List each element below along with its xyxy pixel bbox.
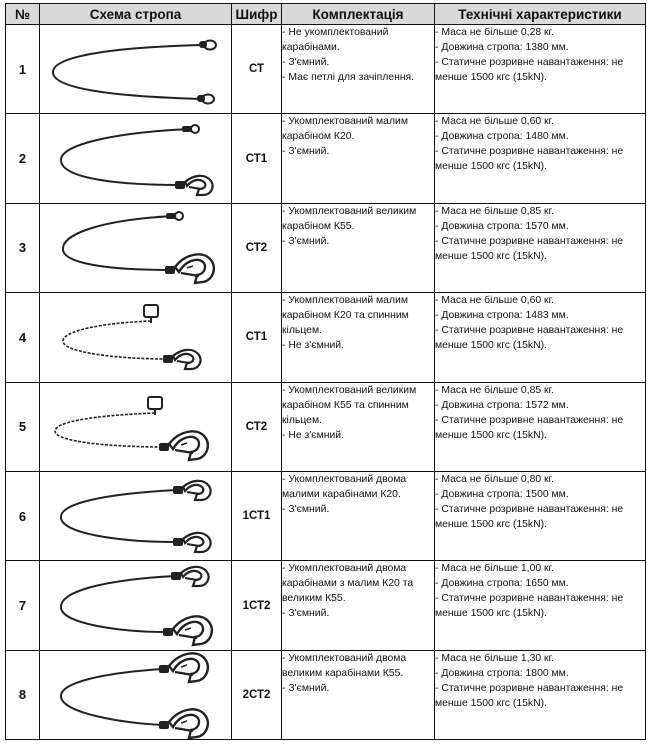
table-body — [6, 25, 646, 740]
spec-line: - Довжина стропа: 1380 мм. — [435, 42, 569, 53]
lanyard-drawing — [41, 472, 231, 560]
spec-line: - Статичне розривне навантаження: не менше 1500 кгс (15kN). — [435, 235, 624, 262]
lanyard-drawing — [41, 651, 231, 739]
spec-line: - Статичне розривне навантаження: не менше 1500 кгс (15kN). — [435, 682, 624, 709]
header-number: № — [6, 4, 40, 25]
row-code: 2СТ2 — [232, 650, 282, 739]
table-row — [6, 203, 646, 292]
row-specs — [435, 293, 646, 382]
lanyard-diagram — [40, 203, 232, 292]
row-code: СТ2 — [232, 382, 282, 471]
kit-line: - З'ємний. — [282, 608, 330, 620]
spec-line: - Статичне розривне навантаження: не менше 1500 кгс (15kN). — [435, 593, 624, 620]
row-number: 7 — [6, 561, 40, 650]
row-number: 4 — [6, 293, 40, 382]
table-row — [6, 561, 646, 650]
row-specs — [435, 561, 646, 650]
kit-line: - Має петлі для зачіплення. — [282, 72, 415, 83]
lanyard-drawing — [41, 562, 231, 650]
row-kit — [282, 471, 435, 560]
lanyard-diagram — [40, 650, 232, 739]
row-specs — [435, 114, 646, 203]
header-specs: Технічні характеристики — [435, 4, 646, 25]
row-kit — [282, 650, 435, 739]
row-number: 5 — [6, 382, 40, 471]
lanyard-diagram — [40, 561, 232, 650]
lanyard-drawing — [41, 25, 231, 113]
spec-line: - Довжина стропа: 1800 мм. — [435, 667, 569, 679]
table-row — [6, 25, 646, 114]
kit-line: - Укомплектований двома малими карабінами К20. — [282, 473, 407, 500]
row-number: 1 — [6, 25, 40, 114]
header-row — [6, 4, 646, 25]
row-number: 6 — [6, 471, 40, 560]
row-number: 2 — [6, 114, 40, 203]
row-code: 1СТ1 — [232, 471, 282, 560]
lanyard-drawing — [41, 293, 231, 381]
spec-line: - Маса не більше 0,60 кг. — [435, 116, 554, 128]
kit-line: - З'ємний. — [282, 235, 330, 247]
kit-line: - Не укомплектований карабінами. — [282, 27, 389, 53]
row-code: СТ1 — [232, 293, 282, 382]
spec-line: - Маса не більше 1,30 кг. — [435, 652, 554, 664]
row-code: СТ2 — [232, 203, 282, 292]
lanyard-drawing — [41, 383, 231, 471]
row-kit — [282, 25, 435, 114]
table-row — [6, 382, 646, 471]
row-kit — [282, 203, 435, 292]
row-code: СТ — [232, 25, 282, 114]
row-kit — [282, 293, 435, 382]
kit-line: - З'ємний. — [282, 57, 330, 68]
row-kit — [282, 382, 435, 471]
lanyard-diagram — [40, 382, 232, 471]
row-specs — [435, 471, 646, 560]
lanyard-spec-table — [5, 3, 646, 740]
kit-line: - Укомплектований великим карабіном К55 та спинним кільцем. — [282, 384, 417, 426]
table-row — [6, 114, 646, 203]
kit-line: - Укомплектований двома карабінами з малим К20 та великим К55. — [282, 563, 414, 605]
table-row — [6, 650, 646, 739]
row-kit — [282, 561, 435, 650]
kit-line: - Укомплектований великим карабіном К55. — [282, 205, 417, 232]
kit-line: - З'ємний. — [282, 503, 330, 515]
spec-line: - Довжина стропа: 1480 мм. — [435, 131, 569, 143]
row-specs — [435, 203, 646, 292]
lanyard-diagram — [40, 25, 232, 114]
spec-line: - Маса не більше 1,00 кг. — [435, 563, 554, 575]
spec-line: - Маса не більше 0,85 кг. — [435, 384, 554, 396]
lanyard-drawing — [41, 204, 231, 292]
kit-line: - З'ємний. — [282, 146, 330, 158]
row-specs — [435, 650, 646, 739]
spec-line: - Статичне розривне навантаження: не менше 1500 кгс (15kN). — [435, 414, 624, 441]
header-scheme: Схема стропа — [40, 4, 232, 25]
spec-line: - Довжина стропа: 1650 мм. — [435, 578, 569, 590]
spec-line: - Довжина стропа: 1500 мм. — [435, 488, 569, 500]
row-specs — [435, 25, 646, 114]
kit-line: - Укомплектований двома великим карабінами К55. — [282, 652, 407, 679]
spec-line: - Маса не більше 0,60 кг. — [435, 295, 554, 307]
lanyard-diagram — [40, 471, 232, 560]
spec-line: - Маса не більше 0,80 кг. — [435, 473, 554, 485]
table-row — [6, 471, 646, 560]
spec-line: - Довжина стропа: 1570 мм. — [435, 220, 569, 232]
row-code: СТ1 — [232, 114, 282, 203]
header-kit: Комплектація — [282, 4, 435, 25]
kit-line: - З'ємний. — [282, 682, 330, 694]
row-number: 3 — [6, 203, 40, 292]
lanyard-diagram — [40, 293, 232, 382]
spec-line: - Маса не більше 0,85 кг. — [435, 205, 554, 217]
spec-line: - Маса не більше 0,28 кг. — [435, 27, 554, 38]
spec-line: - Статичне розривне навантаження: не менше 1500 кгс (15kN). — [435, 146, 624, 173]
header-code: Шифр — [232, 4, 282, 25]
spec-line: - Статичне розривне навантаження: не менше 1500 кгс (15kN). — [435, 503, 624, 530]
spec-line: - Довжина стропа: 1572 мм. — [435, 399, 569, 411]
row-specs — [435, 382, 646, 471]
row-kit — [282, 114, 435, 203]
spec-line: - Довжина стропа: 1483 мм. — [435, 310, 569, 322]
spec-line: - Статичне розривне навантаження: не менше 1500 кгс (15kN). — [435, 325, 624, 352]
lanyard-drawing — [41, 115, 231, 203]
row-code: 1СТ2 — [232, 561, 282, 650]
lanyard-diagram — [40, 114, 232, 203]
row-number: 8 — [6, 650, 40, 739]
kit-line: - Не з'ємний. — [282, 340, 344, 352]
kit-line: - Не з'ємний. — [282, 429, 344, 441]
table-row — [6, 293, 646, 382]
spec-line: - Статичне розривне навантаження: не менше 1500 кгс (15kN). — [435, 57, 624, 83]
kit-line: - Укомплектований малим карабіном К20. — [282, 116, 408, 143]
kit-line: - Укомплектований малим карабіном К20 та спинним кільцем. — [282, 295, 409, 337]
